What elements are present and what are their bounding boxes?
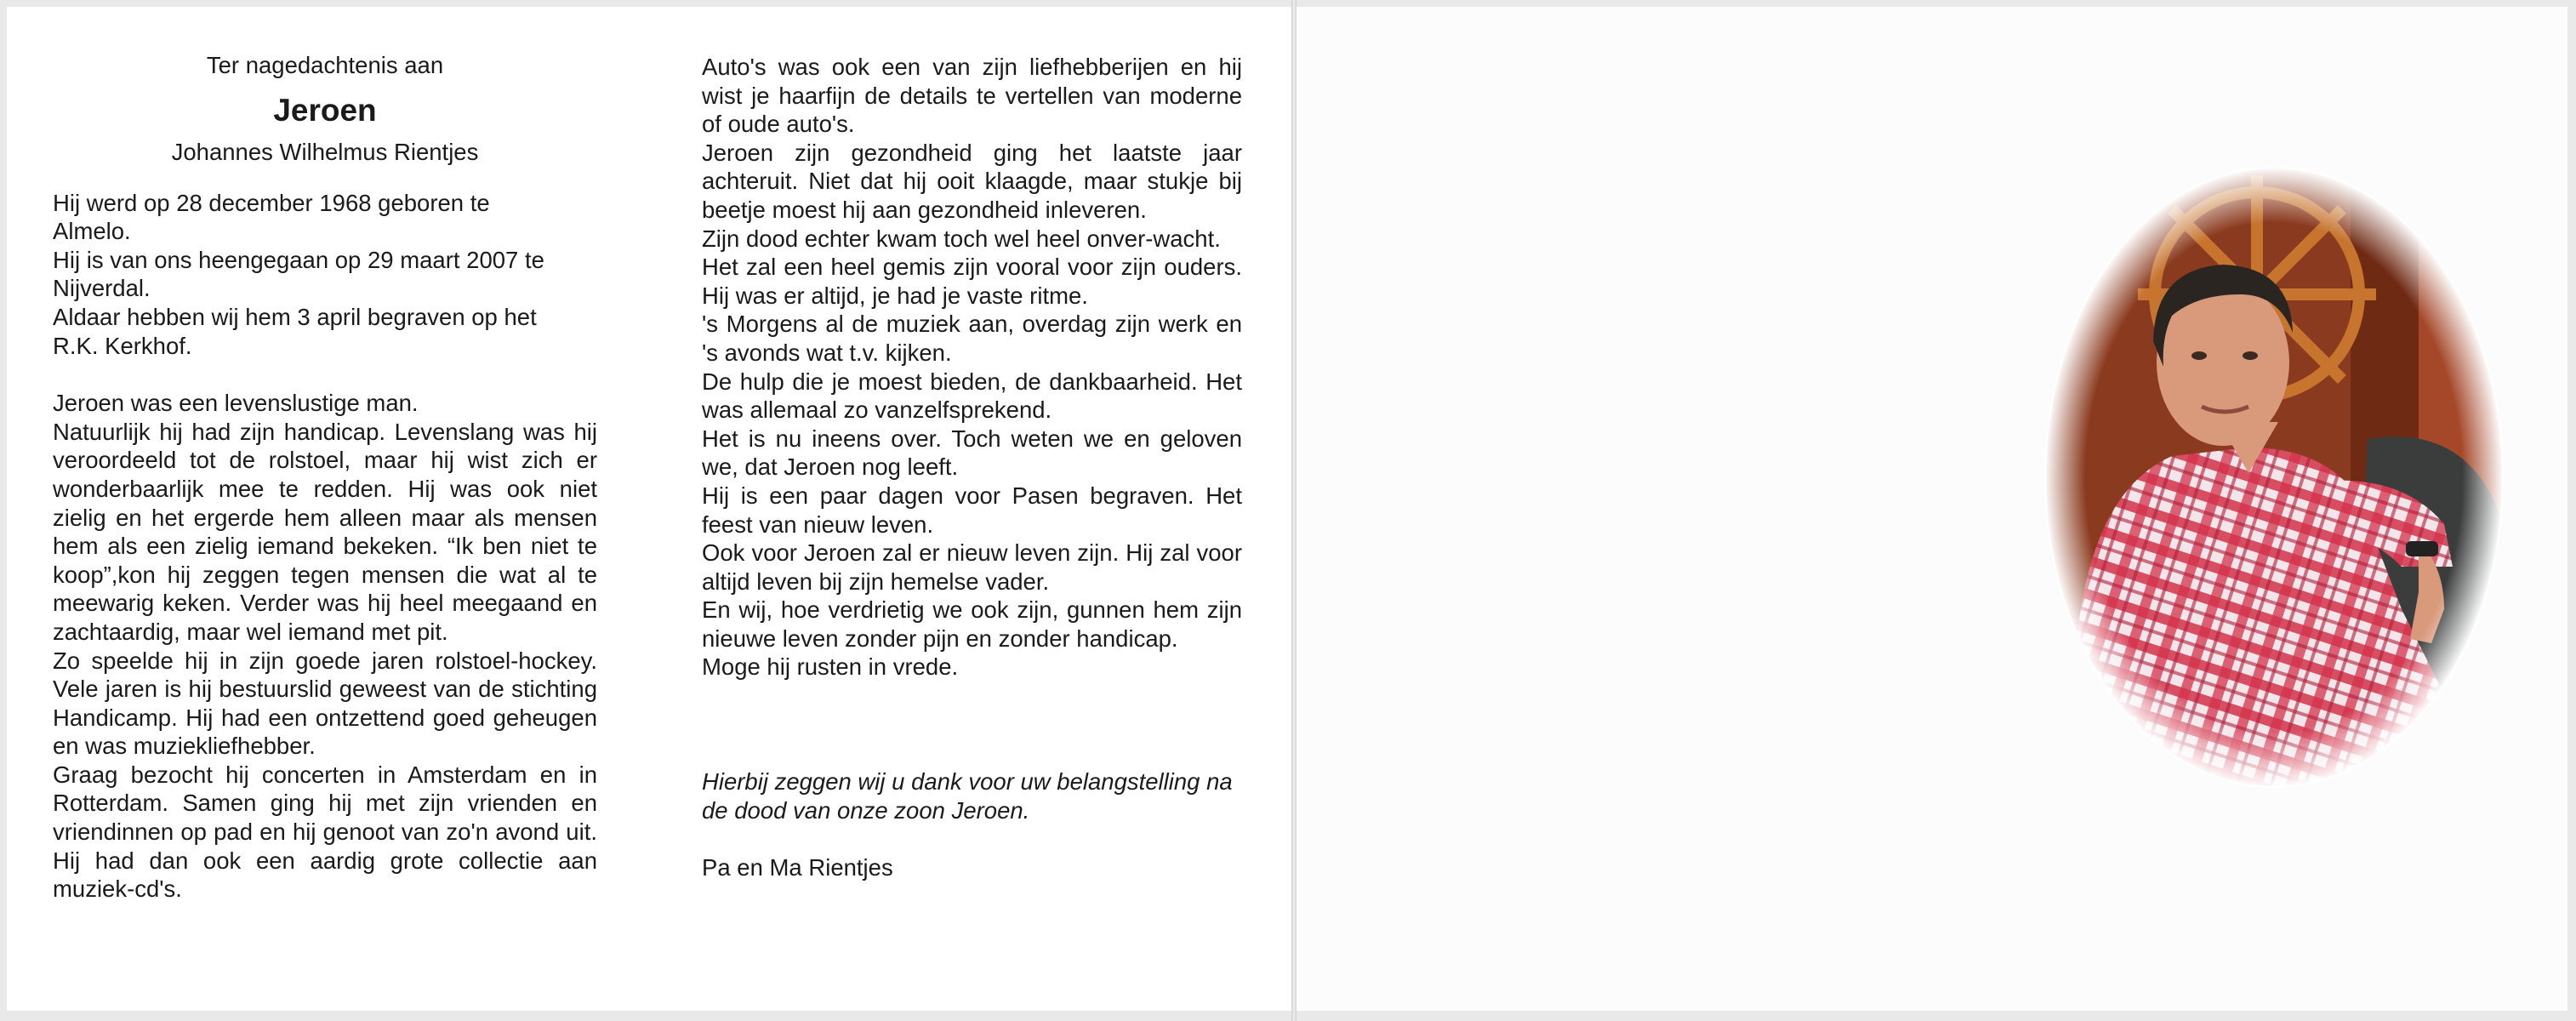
mid-paragraph-4: Het zal een heel gemis zijn vooral voor zijn ouders. Hij was er altijd, je had je vaste ritme. (702, 254, 1242, 309)
signature-text: Pa en Ma Rientjes (702, 854, 893, 881)
left-paragraph-3: Zo speelde hij in zijn goede jaren rolstoel-hockey. Vele jaren is hij bestuurslid geweest van de stichting Handicamp. Hij had een ontzettend goed geheugen en was muziekliefhebber. (53, 647, 597, 760)
intro-text: Ter nagedachtenis aan (206, 52, 444, 78)
mid-paragraph-5: 's Morgens al de muziek aan, overdag zijn werk en 's avonds wat t.v. kijken. (702, 311, 1242, 366)
left-paragraph-4: Graag bezocht hij concerten in Amsterdam en in Rotterdam. Samen ging hij met zijn vrienden en vriendinnen op pad en hij genoot van zo'n avond uit. Hij had dan ook een aardig grote collectie aan muziek-cd's. (53, 761, 597, 903)
birth-text: Hij werd op 28 december 1968 geboren te Almelo. (53, 189, 490, 245)
mid-paragraph-2: Jeroen zijn gezondheid ging het laatste jaar achteruit. Niet dat hij ooit klaagde, maar stukje bij beetje moest hij aan gezondheid inleveren. (702, 139, 1242, 223)
mid-paragraph-10: En wij, hoe verdrietig we ook zijn, gunnen hem zijn nieuwe leven zonder pijn en zonder handicap. (702, 596, 1242, 652)
full-name: Johannes Wilhelmus Rientjes (171, 139, 479, 165)
mid-paragraph-9: Ook voor Jeroen zal er nieuw leven zijn. Hij zal voor altijd leven bij zijn hemelse vader. (702, 539, 1242, 595)
portrait-oval-icon (2044, 167, 2504, 788)
left-paragraph-1: Jeroen was een levenslustige man. (53, 390, 419, 417)
mid-paragraph-11: Moge hij rusten in vrede. (702, 653, 959, 681)
left-paragraph-2: Natuurlijk hij had zijn handicap. Levenslang was hij veroordeeld tot de rolstoel, maar hij wist zich er wonderbaarlijk mee te redden. Hij was ook niet zielig en het ergerde hem alleen maar als mensen hem als een zielig iemand bekeken. “Ik ben niet te koop”,kon hij zeggen tegen mensen die wat al te meewarig keken. Verder was hij heel meegaand en zachtaardig, maar wel iemand met pit. (53, 418, 597, 645)
mid-paragraph-1: Auto's was ook een van zijn liefhebberijen en hij wist je haarfijn de details te vertellen van moderne of oude auto's. (702, 54, 1242, 138)
deceased-name: Jeroen (273, 93, 377, 128)
left-column (53, 51, 597, 904)
death-text: Hij is van ons heengegaan op 29 maart 2007 te Nijverdal. (53, 246, 544, 302)
mid-paragraph-3: Zijn dood echter kwam toch wel heel onver-wacht. (702, 225, 1221, 252)
mid-paragraph-7: Het is nu ineens over. Toch weten we en geloven we, dat Jeroen nog leeft. (702, 425, 1242, 481)
thanks-text: Hierbij zeggen wij u dank voor uw belangstelling na de dood van onze zoon Jeroen. (702, 768, 1233, 824)
burial-text: Aldaar hebben wij hem 3 april begraven op het R.K. Kerkhof. (53, 303, 537, 359)
middle-column (702, 53, 1242, 882)
mid-paragraph-8: Hij is een paar dagen voor Pasen begraven. Het feest van nieuw leven. (702, 482, 1242, 538)
mid-paragraph-6: De hulp die je moest bieden, de dankbaarheid. Het was allemaal zo vanzelfsprekend. (702, 368, 1242, 424)
